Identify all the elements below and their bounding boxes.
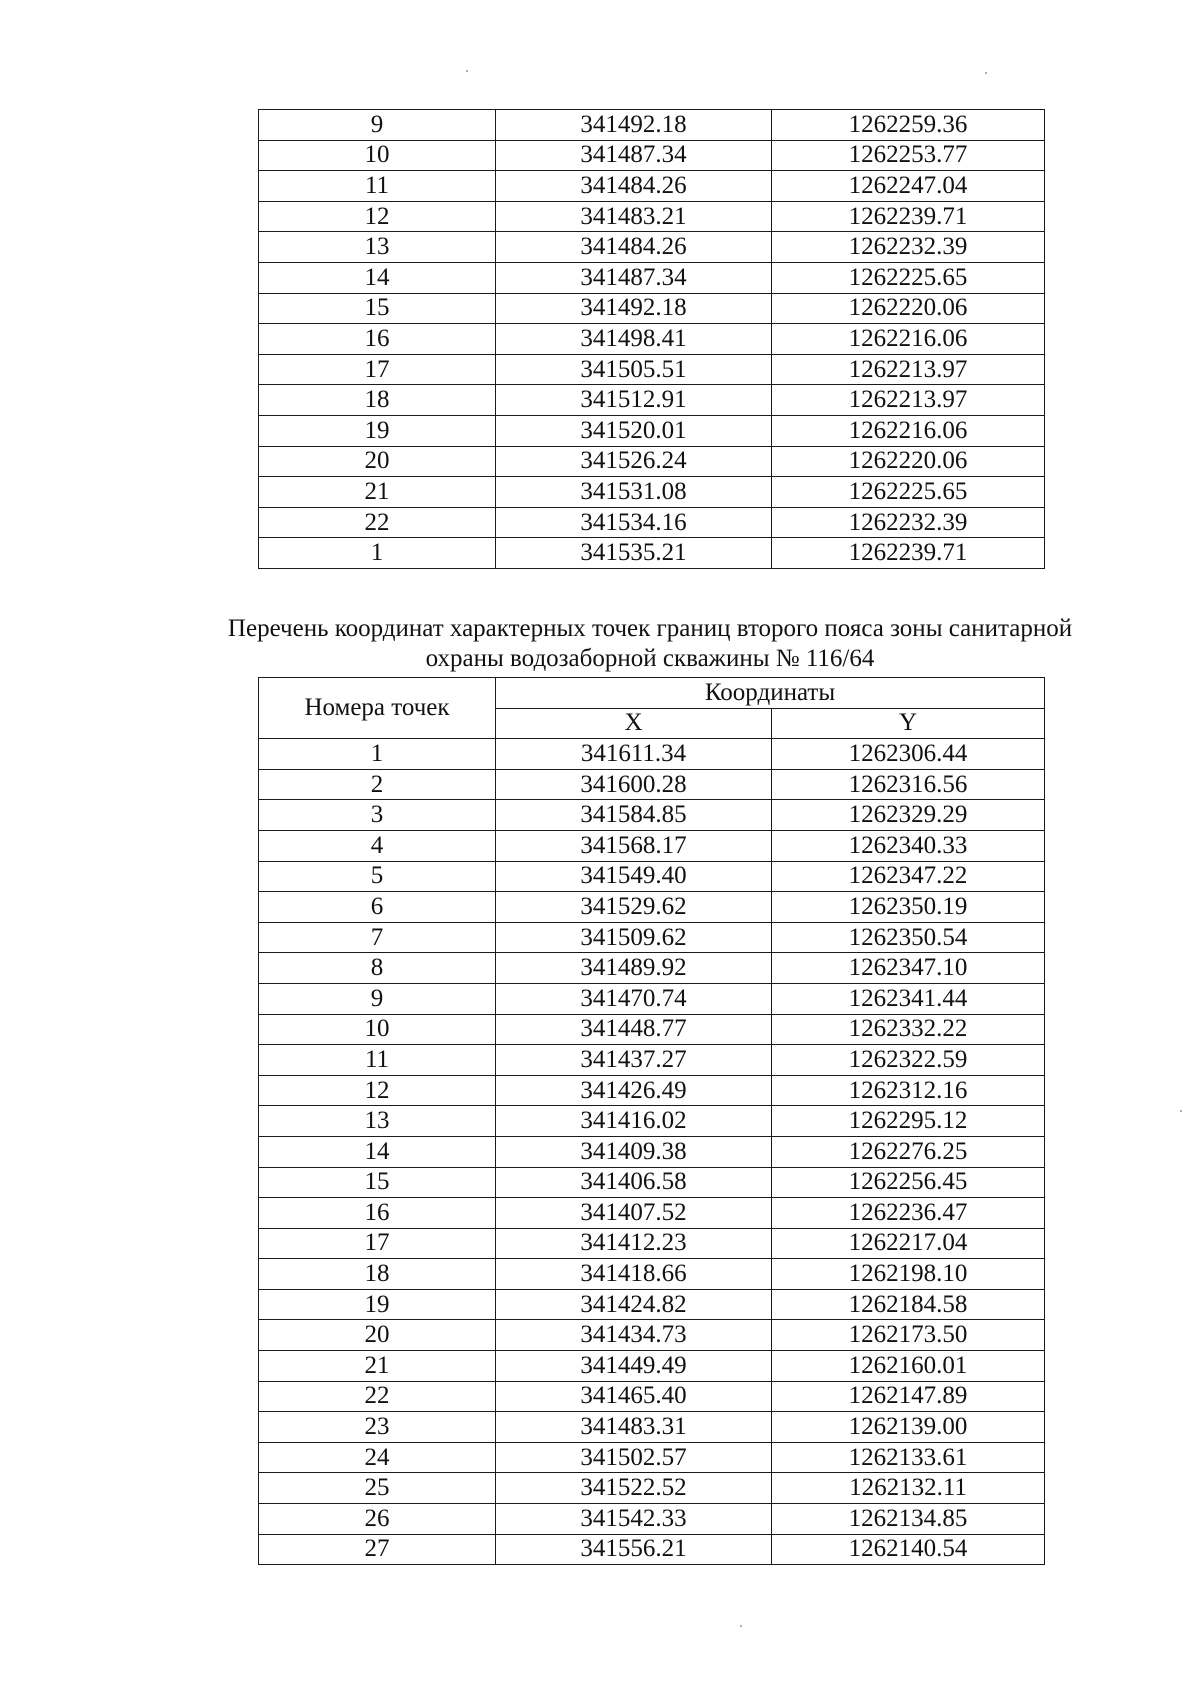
coord-x: 341487.34 bbox=[496, 262, 772, 293]
table-row bbox=[259, 1473, 1045, 1504]
table-row bbox=[259, 861, 1045, 892]
point-number: 13 bbox=[259, 232, 496, 263]
point-number: 11 bbox=[259, 1045, 496, 1076]
coord-y: 1262316.56 bbox=[772, 769, 1045, 800]
coord-y: 1262216.06 bbox=[772, 324, 1045, 355]
point-number: 1 bbox=[259, 739, 496, 770]
coord-x: 341489.92 bbox=[496, 953, 772, 984]
coord-x: 341416.02 bbox=[496, 1106, 772, 1137]
table-row bbox=[259, 110, 1045, 141]
coord-x: 341487.34 bbox=[496, 140, 772, 171]
point-number: 5 bbox=[259, 861, 496, 892]
point-number: 19 bbox=[259, 415, 496, 446]
point-number: 6 bbox=[259, 892, 496, 923]
coord-y: 1262347.22 bbox=[772, 861, 1045, 892]
header-point-numbers: Номера точек bbox=[259, 678, 496, 739]
table-row bbox=[259, 1167, 1045, 1198]
point-number: 22 bbox=[259, 507, 496, 538]
table-row bbox=[259, 1136, 1045, 1167]
point-number: 27 bbox=[259, 1534, 496, 1565]
scan-speck bbox=[740, 1625, 742, 1627]
scan-speck bbox=[466, 70, 468, 72]
coord-y: 1262213.97 bbox=[772, 354, 1045, 385]
coord-y: 1262312.16 bbox=[772, 1075, 1045, 1106]
coord-x: 341568.17 bbox=[496, 830, 772, 861]
coord-x: 341418.66 bbox=[496, 1259, 772, 1290]
coord-x: 341437.27 bbox=[496, 1045, 772, 1076]
table-row bbox=[259, 293, 1045, 324]
point-number: 12 bbox=[259, 1075, 496, 1106]
caption-line-2: охраны водозаборной скважины № 116/64 bbox=[425, 645, 875, 672]
coord-y: 1262306.44 bbox=[772, 739, 1045, 770]
table-caption bbox=[190, 614, 1110, 674]
coord-y: 1262140.54 bbox=[772, 1534, 1045, 1565]
point-number: 10 bbox=[259, 1014, 496, 1045]
point-number: 20 bbox=[259, 446, 496, 477]
coord-x: 341492.18 bbox=[496, 110, 772, 141]
coord-x: 341424.82 bbox=[496, 1289, 772, 1320]
table-row bbox=[259, 1412, 1045, 1443]
coord-x: 341448.77 bbox=[496, 1014, 772, 1045]
table-row bbox=[259, 140, 1045, 171]
coord-x: 341492.18 bbox=[496, 293, 772, 324]
coord-y: 1262276.25 bbox=[772, 1136, 1045, 1167]
caption-line-1: Перечень координат характерных точек границ второго пояса зоны санитарной bbox=[227, 615, 1073, 642]
coord-x: 341542.33 bbox=[496, 1504, 772, 1535]
table-row bbox=[259, 1106, 1045, 1137]
coord-y: 1262132.11 bbox=[772, 1473, 1045, 1504]
coord-x: 341502.57 bbox=[496, 1442, 772, 1473]
header-y: Y bbox=[772, 708, 1045, 739]
point-number: 15 bbox=[259, 293, 496, 324]
point-number: 22 bbox=[259, 1381, 496, 1412]
table-row bbox=[259, 739, 1045, 770]
table-row bbox=[259, 385, 1045, 416]
table-row bbox=[259, 1442, 1045, 1473]
point-number: 21 bbox=[259, 477, 496, 508]
coord-y: 1262225.65 bbox=[772, 262, 1045, 293]
coord-x: 341483.31 bbox=[496, 1412, 772, 1443]
point-number: 9 bbox=[259, 110, 496, 141]
point-number: 2 bbox=[259, 769, 496, 800]
coord-x: 341449.49 bbox=[496, 1351, 772, 1382]
coord-y: 1262147.89 bbox=[772, 1381, 1045, 1412]
scan-speck bbox=[1180, 1110, 1182, 1112]
table-row bbox=[259, 1075, 1045, 1106]
coord-y: 1262225.65 bbox=[772, 477, 1045, 508]
table-row bbox=[259, 1504, 1045, 1535]
point-number: 23 bbox=[259, 1412, 496, 1443]
point-number: 24 bbox=[259, 1442, 496, 1473]
coord-x: 341584.85 bbox=[496, 800, 772, 831]
coord-y: 1262216.06 bbox=[772, 415, 1045, 446]
coord-y: 1262139.00 bbox=[772, 1412, 1045, 1443]
table-row bbox=[259, 892, 1045, 923]
coord-y: 1262247.04 bbox=[772, 171, 1045, 202]
table-row bbox=[259, 800, 1045, 831]
table-row bbox=[259, 1045, 1045, 1076]
coord-y: 1262253.77 bbox=[772, 140, 1045, 171]
coord-y: 1262134.85 bbox=[772, 1504, 1045, 1535]
coord-y: 1262259.36 bbox=[772, 110, 1045, 141]
coord-y: 1262160.01 bbox=[772, 1351, 1045, 1382]
table-row bbox=[259, 1259, 1045, 1290]
coord-x: 341426.49 bbox=[496, 1075, 772, 1106]
coord-x: 341484.26 bbox=[496, 171, 772, 202]
coord-y: 1262184.58 bbox=[772, 1289, 1045, 1320]
coord-x: 341498.41 bbox=[496, 324, 772, 355]
coord-x: 341505.51 bbox=[496, 354, 772, 385]
coord-x: 341549.40 bbox=[496, 861, 772, 892]
table-row bbox=[259, 262, 1045, 293]
coord-y: 1262332.22 bbox=[772, 1014, 1045, 1045]
coord-x: 341406.58 bbox=[496, 1167, 772, 1198]
point-number: 3 bbox=[259, 800, 496, 831]
coord-y: 1262322.59 bbox=[772, 1045, 1045, 1076]
coord-x: 341484.26 bbox=[496, 232, 772, 263]
coord-x: 341483.21 bbox=[496, 201, 772, 232]
coord-x: 341526.24 bbox=[496, 446, 772, 477]
header-coordinates: Координаты bbox=[496, 678, 1045, 709]
header-x: X bbox=[496, 708, 772, 739]
coord-y: 1262341.44 bbox=[772, 983, 1045, 1014]
point-number: 17 bbox=[259, 354, 496, 385]
coord-x: 341470.74 bbox=[496, 983, 772, 1014]
table-row bbox=[259, 769, 1045, 800]
coord-x: 341556.21 bbox=[496, 1534, 772, 1565]
table-row bbox=[259, 201, 1045, 232]
coord-y: 1262239.71 bbox=[772, 538, 1045, 569]
coord-x: 341465.40 bbox=[496, 1381, 772, 1412]
point-number: 18 bbox=[259, 1259, 496, 1290]
point-number: 12 bbox=[259, 201, 496, 232]
coord-x: 341407.52 bbox=[496, 1198, 772, 1229]
point-number: 1 bbox=[259, 538, 496, 569]
point-number: 4 bbox=[259, 830, 496, 861]
coord-y: 1262329.29 bbox=[772, 800, 1045, 831]
scan-speck bbox=[985, 72, 987, 74]
coord-y: 1262239.71 bbox=[772, 201, 1045, 232]
point-number: 8 bbox=[259, 953, 496, 984]
table-row bbox=[259, 415, 1045, 446]
coord-x: 341512.91 bbox=[496, 385, 772, 416]
table-row bbox=[259, 446, 1045, 477]
point-number: 10 bbox=[259, 140, 496, 171]
point-number: 17 bbox=[259, 1228, 496, 1259]
coord-x: 341529.62 bbox=[496, 892, 772, 923]
header-row-top bbox=[259, 678, 1045, 709]
coord-y: 1262340.33 bbox=[772, 830, 1045, 861]
point-number: 15 bbox=[259, 1167, 496, 1198]
point-number: 7 bbox=[259, 922, 496, 953]
point-number: 11 bbox=[259, 171, 496, 202]
table-row bbox=[259, 983, 1045, 1014]
coord-y: 1262347.10 bbox=[772, 953, 1045, 984]
table-row bbox=[259, 1534, 1045, 1565]
coord-x: 341600.28 bbox=[496, 769, 772, 800]
point-number: 21 bbox=[259, 1351, 496, 1382]
coordinates-table-continued bbox=[258, 109, 1045, 569]
coord-x: 341520.01 bbox=[496, 415, 772, 446]
table-row bbox=[259, 830, 1045, 861]
table-row bbox=[259, 922, 1045, 953]
coordinates-table-continued-body bbox=[259, 110, 1045, 569]
point-number: 16 bbox=[259, 1198, 496, 1229]
table-row bbox=[259, 1320, 1045, 1351]
coord-y: 1262256.45 bbox=[772, 1167, 1045, 1198]
table-row bbox=[259, 1014, 1045, 1045]
coord-x: 341412.23 bbox=[496, 1228, 772, 1259]
coord-y: 1262220.06 bbox=[772, 293, 1045, 324]
table-row bbox=[259, 171, 1045, 202]
coord-x: 341534.16 bbox=[496, 507, 772, 538]
coord-x: 341522.52 bbox=[496, 1473, 772, 1504]
coord-y: 1262350.54 bbox=[772, 922, 1045, 953]
point-number: 20 bbox=[259, 1320, 496, 1351]
coord-y: 1262198.10 bbox=[772, 1259, 1045, 1290]
table-row bbox=[259, 1381, 1045, 1412]
point-number: 19 bbox=[259, 1289, 496, 1320]
coordinates-table-second-belt-body bbox=[259, 739, 1045, 1565]
table-row bbox=[259, 1228, 1045, 1259]
coord-x: 341409.38 bbox=[496, 1136, 772, 1167]
coord-y: 1262236.47 bbox=[772, 1198, 1045, 1229]
coord-y: 1262232.39 bbox=[772, 232, 1045, 263]
table-row bbox=[259, 507, 1045, 538]
table-row bbox=[259, 538, 1045, 569]
coord-x: 341509.62 bbox=[496, 922, 772, 953]
point-number: 16 bbox=[259, 324, 496, 355]
point-number: 25 bbox=[259, 1473, 496, 1504]
table-header bbox=[259, 678, 1045, 739]
point-number: 13 bbox=[259, 1106, 496, 1137]
table-row bbox=[259, 477, 1045, 508]
coord-x: 341611.34 bbox=[496, 739, 772, 770]
table-row bbox=[259, 953, 1045, 984]
table-row bbox=[259, 324, 1045, 355]
coord-y: 1262217.04 bbox=[772, 1228, 1045, 1259]
coord-y: 1262173.50 bbox=[772, 1320, 1045, 1351]
point-number: 14 bbox=[259, 1136, 496, 1167]
point-number: 18 bbox=[259, 385, 496, 416]
table-row bbox=[259, 1351, 1045, 1382]
point-number: 9 bbox=[259, 983, 496, 1014]
coord-y: 1262213.97 bbox=[772, 385, 1045, 416]
coord-y: 1262133.61 bbox=[772, 1442, 1045, 1473]
coord-x: 341434.73 bbox=[496, 1320, 772, 1351]
table-row bbox=[259, 1198, 1045, 1229]
table-row bbox=[259, 354, 1045, 385]
coord-y: 1262350.19 bbox=[772, 892, 1045, 923]
point-number: 14 bbox=[259, 262, 496, 293]
point-number: 26 bbox=[259, 1504, 496, 1535]
coord-x: 341535.21 bbox=[496, 538, 772, 569]
coord-x: 341531.08 bbox=[496, 477, 772, 508]
coord-y: 1262232.39 bbox=[772, 507, 1045, 538]
coord-y: 1262220.06 bbox=[772, 446, 1045, 477]
coord-y: 1262295.12 bbox=[772, 1106, 1045, 1137]
table-row bbox=[259, 1289, 1045, 1320]
coordinates-table-second-belt bbox=[258, 677, 1045, 1565]
table-row bbox=[259, 232, 1045, 263]
